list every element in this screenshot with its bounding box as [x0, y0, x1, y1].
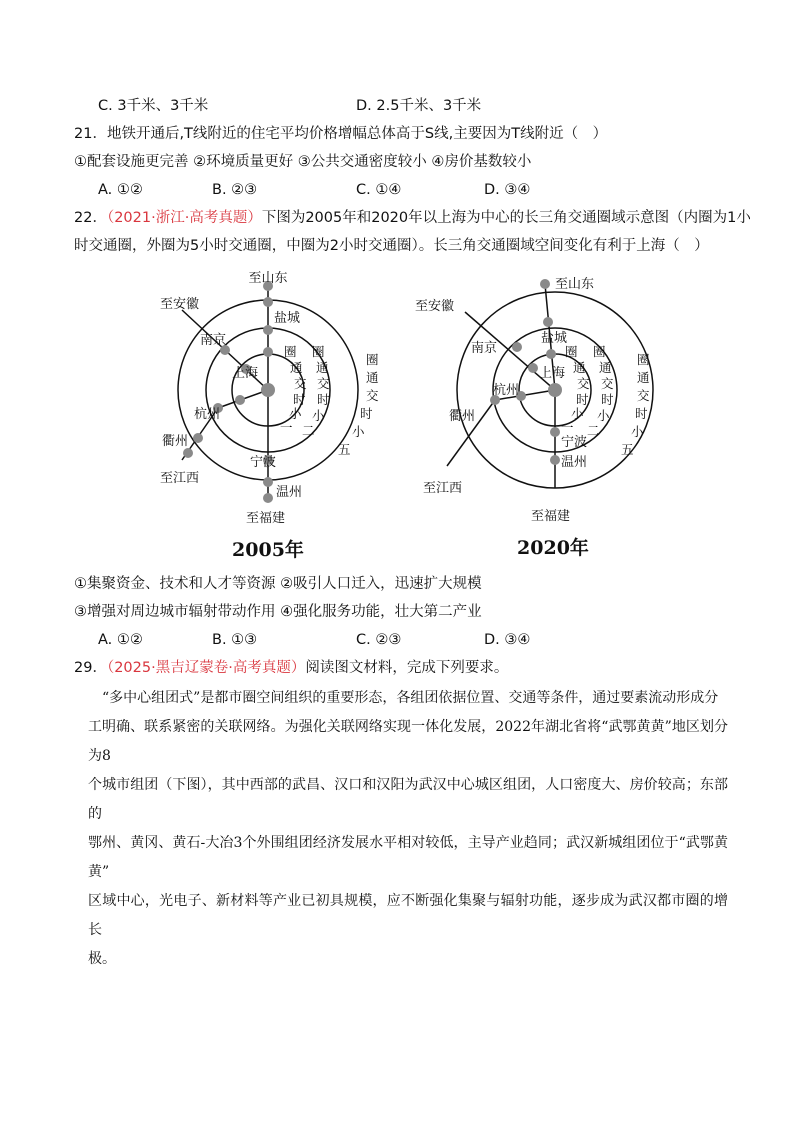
node-yancheng-outer-2005	[263, 297, 273, 307]
q22-option-b: B. ①③	[212, 632, 258, 648]
ring-text-one-hour-2005	[280, 344, 307, 435]
node-nanjing-inner-2020	[528, 363, 538, 373]
node-quzhou-2005	[193, 433, 203, 443]
q29-stem-text: 阅读图文材料，完成下列要求。	[305, 660, 509, 676]
label-wenzhou-2020: 温州	[561, 455, 588, 470]
q22-stem-text: 下图为2005年和2020年以上海为中心的长三角交通圈域示意图（内圈为1小	[261, 210, 751, 226]
ring-text-two-hour-2005	[302, 344, 330, 438]
svg-text:通: 通	[599, 360, 612, 375]
svg-text:圈: 圈	[637, 352, 650, 367]
paragraph-line: 个城市组团（下图），其中西部的武昌、汉口和汉阳为武汉中心城区组团，人口密度大、房价较高；东部的	[88, 777, 728, 822]
node-yancheng-2005	[263, 325, 273, 335]
node-hangzhou-inner-2005	[235, 395, 245, 405]
ring-text-one-hour-2020	[561, 344, 590, 435]
svg-text:二: 二	[587, 423, 600, 438]
label-ningbo-2005: 宁波	[250, 455, 277, 470]
label-quzhou-2020: 衢州	[449, 409, 476, 424]
label-yancheng-2005: 盐城	[274, 311, 301, 326]
svg-text:小: 小	[571, 406, 584, 421]
q29-number: 29．	[74, 660, 107, 676]
traffic-map-2005	[160, 270, 390, 565]
label-fujian-2005: 至福建	[246, 511, 286, 526]
svg-text:一: 一	[561, 420, 574, 435]
node-ningbo-2020	[550, 427, 560, 437]
svg-text:交: 交	[294, 376, 307, 391]
svg-text:小: 小	[631, 424, 644, 439]
node-shandong-2020	[540, 279, 550, 289]
ring-text-five-hour-2020	[621, 352, 650, 457]
q21-option-a: A. ①②	[98, 182, 143, 198]
label-shandong-2005: 至山东	[248, 271, 288, 286]
label-wenzhou-2005: 温州	[276, 485, 303, 500]
q20-option-c: C. 3千米、3千米	[98, 98, 209, 114]
node-wenzhou-2020	[550, 455, 560, 465]
node-shanghai-2020	[548, 383, 562, 397]
q29-source: （2025·黑吉辽蒙卷·高考真题）	[106, 660, 306, 676]
svg-text:通: 通	[573, 360, 586, 375]
svg-text:小: 小	[352, 424, 365, 439]
q22-source: （2021·浙江·高考真题）	[106, 210, 262, 226]
label-jiangxi-2020: 至江西	[423, 481, 463, 496]
svg-text:交: 交	[577, 376, 590, 391]
q22-option-c: C. ②③	[356, 632, 402, 648]
node-shanghai-2005	[261, 383, 275, 397]
svg-text:五: 五	[621, 442, 634, 457]
svg-text:时: 时	[601, 392, 614, 407]
svg-text:通: 通	[366, 370, 379, 385]
svg-text:小: 小	[597, 408, 610, 423]
label-fujian-2020: 至福建	[531, 509, 571, 524]
q22-option-a: A. ①②	[98, 632, 143, 648]
label-quzhou-2005: 衢州	[162, 434, 189, 449]
node-fujian-2005	[263, 493, 273, 503]
label-hangzhou-2005: 杭州	[194, 407, 221, 422]
svg-text:交: 交	[366, 388, 379, 403]
q21-stem: 21．地铁开通后,T线附近的住宅平均价格增幅总体高于S线,主要因为T线附近（ ）	[74, 126, 608, 142]
label-shanghai-2020: 上海	[539, 366, 566, 381]
q22-statements-line1: ①集聚资金、技术和人才等资源 ②吸引人口迁入，迅速扩大规模	[74, 576, 482, 592]
q21-option-b: B. ②③	[212, 182, 258, 198]
paragraph-line: 鄂州、黄冈、黄石-大冶3个外围组团经济发展水平相对较低，主导产业趋同；武汉新城组团位于“武鄂黄黄”	[88, 835, 728, 880]
q21-option-c: C. ①④	[356, 182, 402, 198]
q20-option-d: D. 2.5千米、3千米	[356, 98, 482, 114]
svg-text:通: 通	[290, 360, 303, 375]
svg-text:时: 时	[360, 406, 373, 421]
label-ningbo-2020: 宁波	[561, 435, 588, 450]
label-nanjing-2020: 南京	[471, 341, 498, 356]
node-jiangxi-2005	[183, 448, 193, 458]
svg-text:一: 一	[280, 420, 293, 435]
svg-text:五: 五	[338, 442, 351, 457]
q29-stem	[74, 658, 508, 678]
paragraph-line: 工明确、联系紧密的关联网络。为强化关联网络实现一体化发展，2022年湖北省将“武鄂黄黄”地区划分为8	[88, 719, 728, 764]
node-yancheng-inner-2020	[546, 349, 556, 359]
q29-material-paragraph	[88, 684, 728, 974]
q22-stem-line2: 时交通圈，外圈为5小时交通圈，中圈为2小时交通圈）。长三角交通圈域空间变化有利于上海（ ）	[74, 238, 709, 254]
label-shandong-2020: 至山东	[555, 277, 595, 292]
traffic-map-2020	[395, 270, 655, 565]
node-nanjing-2020	[512, 342, 522, 352]
svg-text:圈: 圈	[593, 344, 606, 359]
svg-text:交: 交	[317, 376, 330, 391]
svg-text:小: 小	[312, 408, 325, 423]
label-nanjing-2005: 南京	[200, 333, 227, 348]
svg-text:圈: 圈	[366, 352, 379, 367]
paragraph-line: “多中心组团式”是都市圈空间组织的重要形态，各组团依据位置、交通等条件，通过要素流动形成分	[102, 690, 719, 706]
q21-option-d: D. ③④	[484, 182, 531, 198]
q21-statements: ①配套设施更完善 ②环境质量更好 ③公共交通密度较小 ④房价基数较小	[74, 154, 532, 170]
node-wenzhou-2005	[263, 477, 273, 487]
svg-text:交: 交	[601, 376, 614, 391]
label-jiangxi-2005: 至江西	[160, 471, 200, 486]
ring-text-five-hour-2005	[338, 352, 379, 457]
q22-option-d: D. ③④	[484, 632, 531, 648]
paragraph-line: 极。	[88, 951, 116, 967]
svg-text:圈: 圈	[565, 344, 578, 359]
label-shanghai-2005: 上海	[232, 366, 259, 381]
q22-number: 22．	[74, 210, 107, 226]
year-label-2020: 2020年	[517, 537, 589, 559]
svg-text:时: 时	[576, 392, 589, 407]
svg-text:小: 小	[289, 406, 302, 421]
label-anhui-2020: 至安徽	[415, 299, 455, 314]
svg-text:圈: 圈	[284, 344, 297, 359]
q22-stem-line1	[74, 208, 751, 228]
svg-text:通: 通	[316, 360, 329, 375]
label-hangzhou-2020: 杭州	[493, 383, 520, 398]
label-yancheng-2020: 盐城	[541, 331, 568, 346]
node-yancheng-2020	[543, 317, 553, 327]
svg-text:二: 二	[302, 423, 315, 438]
svg-text:时: 时	[317, 392, 330, 407]
node-yancheng-inner-2005	[263, 347, 273, 357]
paragraph-line: 区域中心，光电子、新材料等产业已初具规模，应不断强化集聚与辐射功能，逐步成为武汉都市圈的增长	[88, 893, 728, 938]
svg-text:时: 时	[293, 392, 306, 407]
svg-text:圈: 圈	[312, 344, 325, 359]
svg-text:时: 时	[635, 406, 648, 421]
year-label-2005: 2005年	[232, 539, 304, 561]
svg-text:交: 交	[637, 388, 650, 403]
label-anhui-2005: 至安徽	[160, 297, 200, 312]
svg-text:通: 通	[637, 370, 650, 385]
q22-statements-line2: ③增强对周边城市辐射带动作用 ④强化服务功能，壮大第二产业	[74, 604, 482, 620]
